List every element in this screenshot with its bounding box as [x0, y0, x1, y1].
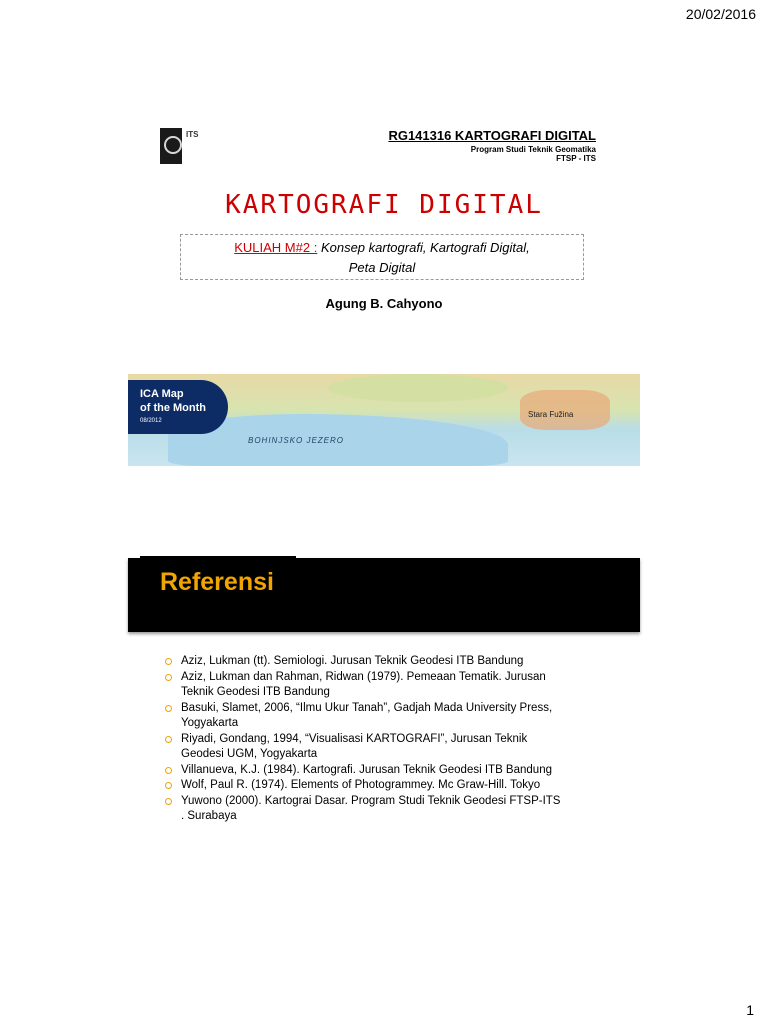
slide-references [128, 558, 640, 910]
faculty: FTSP - ITS [556, 154, 596, 163]
author-name: Agung B. Cahyono [325, 296, 443, 311]
its-emblem-icon [160, 128, 182, 164]
its-logo [160, 128, 228, 174]
slide-main-title: KARTOGRAFI DIGITAL [225, 190, 543, 220]
reference-item [164, 778, 604, 794]
badge-line3: 08/2012 [140, 418, 162, 424]
reference-item [164, 794, 604, 825]
reference-text: Villanueva, K.J. (1984). Kartografi. Jurusan Teknik Geodesi ITB Bandung [181, 763, 552, 776]
reference-item [164, 701, 604, 732]
reference-item [164, 763, 604, 779]
map-image [128, 374, 640, 466]
badge-line2: of the Month [140, 402, 206, 414]
print-date: 20/02/2016 [685, 6, 756, 22]
map-hill [328, 374, 508, 402]
lecture-topic-line1: Konsep kartografi, Kartografi Digital, [320, 240, 530, 255]
map-lake-label: BOHINJSKO JEZERO [248, 436, 345, 445]
lecture-label: KULIAH M#2 : [234, 240, 318, 255]
reference-text-cont: Yogyakarta [181, 717, 239, 729]
course-info [388, 128, 596, 163]
reference-text: Riyadi, Gondang, 1994, “Visualisasi KARTOGRAFI”, Jurusan Teknik [181, 732, 528, 745]
reference-item [164, 654, 604, 670]
reference-text: Basuki, Slamet, 2006, “Ilmu Ukur Tanah”, Gadjah Mada University Press, [181, 701, 553, 714]
reference-text-cont: Geodesi UGM, Yogyakarta [181, 748, 318, 760]
reference-text: Wolf, Paul R. (1974). Elements of Photogrammey. Mc Graw-Hill. Tokyo [181, 779, 541, 791]
map-of-the-month-badge [128, 380, 228, 434]
lecture-topic-line2: Peta Digital [348, 260, 416, 275]
reference-item [164, 732, 604, 763]
course-code: RG141316 KARTOGRAFI DIGITAL [388, 128, 596, 143]
slide-title [128, 118, 640, 470]
study-program: Program Studi Teknik Geomatika [470, 145, 596, 154]
reference-text: Aziz, Lukman dan Rahman, Ridwan (1979). Pemeaan Tematik. Jurusan [181, 670, 546, 683]
references-title: Referensi [160, 568, 274, 596]
references-list [164, 654, 604, 825]
lecture-box [180, 234, 584, 280]
badge-line1: ICA Map [140, 388, 184, 400]
reference-text-cont: . Surabaya [181, 810, 237, 822]
map-town-label: Stara Fužina [528, 410, 574, 419]
reference-item [164, 670, 604, 701]
its-logo-text: ITS [186, 130, 199, 139]
reference-text: Aziz, Lukman (tt). Semiologi. Jurusan Teknik Geodesi ITB Bandung [181, 655, 524, 667]
reference-text: Yuwono (2000). Kartograi Dasar. Program Studi Teknik Geodesi FTSP-ITS [181, 794, 561, 807]
reference-text-cont: Teknik Geodesi ITB Bandung [181, 686, 330, 698]
references-header [128, 558, 640, 632]
page-number: 1 [746, 1002, 754, 1018]
